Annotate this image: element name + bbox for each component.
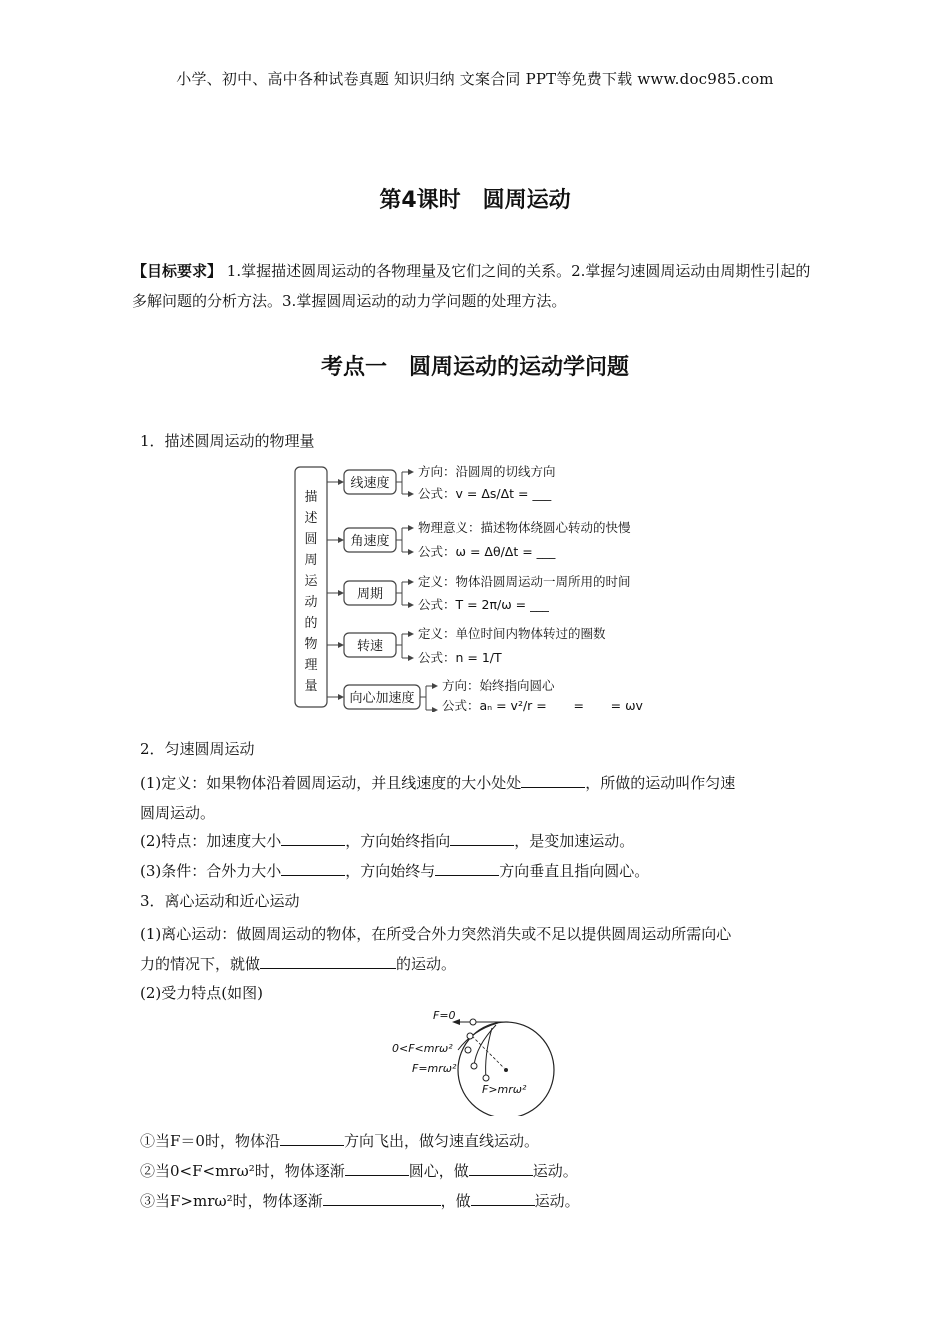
page-header: 小学、初中、高中各种试卷真题 知识归纳 文案合同 PPT等免费下载 www.doc985.com — [176, 70, 774, 88]
answer-blank[interactable] — [345, 1161, 409, 1176]
concept-diagram — [290, 462, 670, 712]
s2-heading: 2．匀速圆周运动 — [140, 740, 255, 758]
node-label: 周期 — [356, 587, 384, 602]
node-label: 向心加速度 — [349, 691, 415, 706]
root-char: 理 — [304, 658, 318, 673]
node-line: 方向：沿圆周的切线方向 — [418, 464, 556, 479]
centrifugal-figure — [388, 1006, 568, 1116]
node-label: 角速度 — [350, 534, 390, 549]
node-line: 方向：始终指向圆心 — [442, 678, 555, 693]
answer-blank[interactable] — [471, 1191, 535, 1206]
node-line: 公式：ω = Δθ/Δt = ___ — [418, 544, 556, 559]
figure-label: 0<F<mrω² — [392, 1042, 453, 1055]
s2-p2: (2)特点：加速度大小 ，方向始终指向 ，是变加速运动。 — [140, 832, 635, 850]
item-3: ③当F>mrω²时，物体逐渐 ，做 运动。 — [140, 1192, 580, 1210]
node-line: 公式：aₙ = v²/r = ___ = ___ = ωv — [442, 698, 643, 712]
node-line: 公式：T = 2π/ω = ___ — [418, 597, 549, 612]
node-label: 线速度 — [350, 476, 390, 491]
root-char: 述 — [304, 511, 318, 526]
root-char: 的 — [304, 616, 318, 631]
item-2: ②当0<F<mrω²时，物体逐渐 圆心，做 运动。 — [140, 1162, 578, 1180]
root-char: 量 — [304, 679, 318, 694]
answer-blank[interactable] — [469, 1161, 533, 1176]
goal-tag: 【目标要求】 — [132, 262, 223, 280]
node-line: 物理意义：描述物体绕圆心转动的快慢 — [418, 520, 631, 535]
root-char: 周 — [304, 553, 318, 568]
item-1: ①当F＝0时，物体沿 方向飞出，做匀速直线运动。 — [140, 1132, 539, 1150]
section-title: 考点一 圆周运动的运动学问题 — [320, 355, 629, 380]
figure-label: F=mrω² — [412, 1062, 457, 1075]
root-char: 物 — [304, 637, 318, 652]
s1-heading: 1．描述圆周运动的物理量 — [140, 432, 315, 450]
node-line: 公式：v = Δs/Δt = ___ — [418, 486, 552, 501]
answer-blank[interactable] — [521, 773, 585, 788]
center-dot — [504, 1068, 508, 1072]
s3-heading: 3．离心运动和近心运动 — [140, 892, 300, 910]
goal-paragraph — [132, 256, 822, 316]
root-char: 圆 — [304, 532, 318, 547]
s3-p2: (2)受力特点(如图) — [140, 984, 263, 1002]
root-char: 描 — [304, 490, 318, 505]
s3-p1: (1)离心运动：做圆周运动的物体，在所受合外力突然消失或不足以提供圆周运动所需向心 力的情况下，就做 的运动。 — [140, 925, 732, 973]
s2-p1: (1)定义：如果物体沿着圆周运动，并且线速度的大小处处 ，所做的运动叫作匀速 圆周运动。 — [140, 774, 736, 822]
node-line: 定义：单位时间内物体转过的圈数 — [418, 626, 606, 641]
node-label: 转速 — [356, 639, 384, 654]
root-char: 动 — [304, 595, 318, 610]
answer-blank[interactable] — [435, 861, 499, 876]
answer-blank[interactable] — [280, 1131, 344, 1146]
answer-blank[interactable] — [281, 861, 345, 876]
goal-text: 1.掌握描述圆周运动的各物理量及它们之间的关系。2.掌握匀速圆周运动由周期性引起的多解问题的分析方法。3.掌握圆周运动的动力学问题的处理方法。 — [132, 262, 811, 310]
answer-blank[interactable] — [323, 1191, 441, 1206]
answer-blank[interactable] — [281, 831, 345, 846]
node-line: 定义：物体沿圆周运动一周所用的时间 — [418, 574, 631, 589]
answer-blank[interactable] — [260, 954, 396, 969]
figure-label: F=0 — [433, 1009, 456, 1022]
node-line: 公式：n = 1/T — [418, 650, 502, 665]
answer-blank[interactable] — [450, 831, 514, 846]
lesson-title: 第4课时 圆周运动 — [379, 188, 571, 213]
root-char: 运 — [304, 574, 318, 589]
s2-p3: (3)条件：合外力大小 ，方向始终与 方向垂直且指向圆心。 — [140, 862, 650, 880]
figure-label: F>mrω² — [482, 1083, 527, 1096]
